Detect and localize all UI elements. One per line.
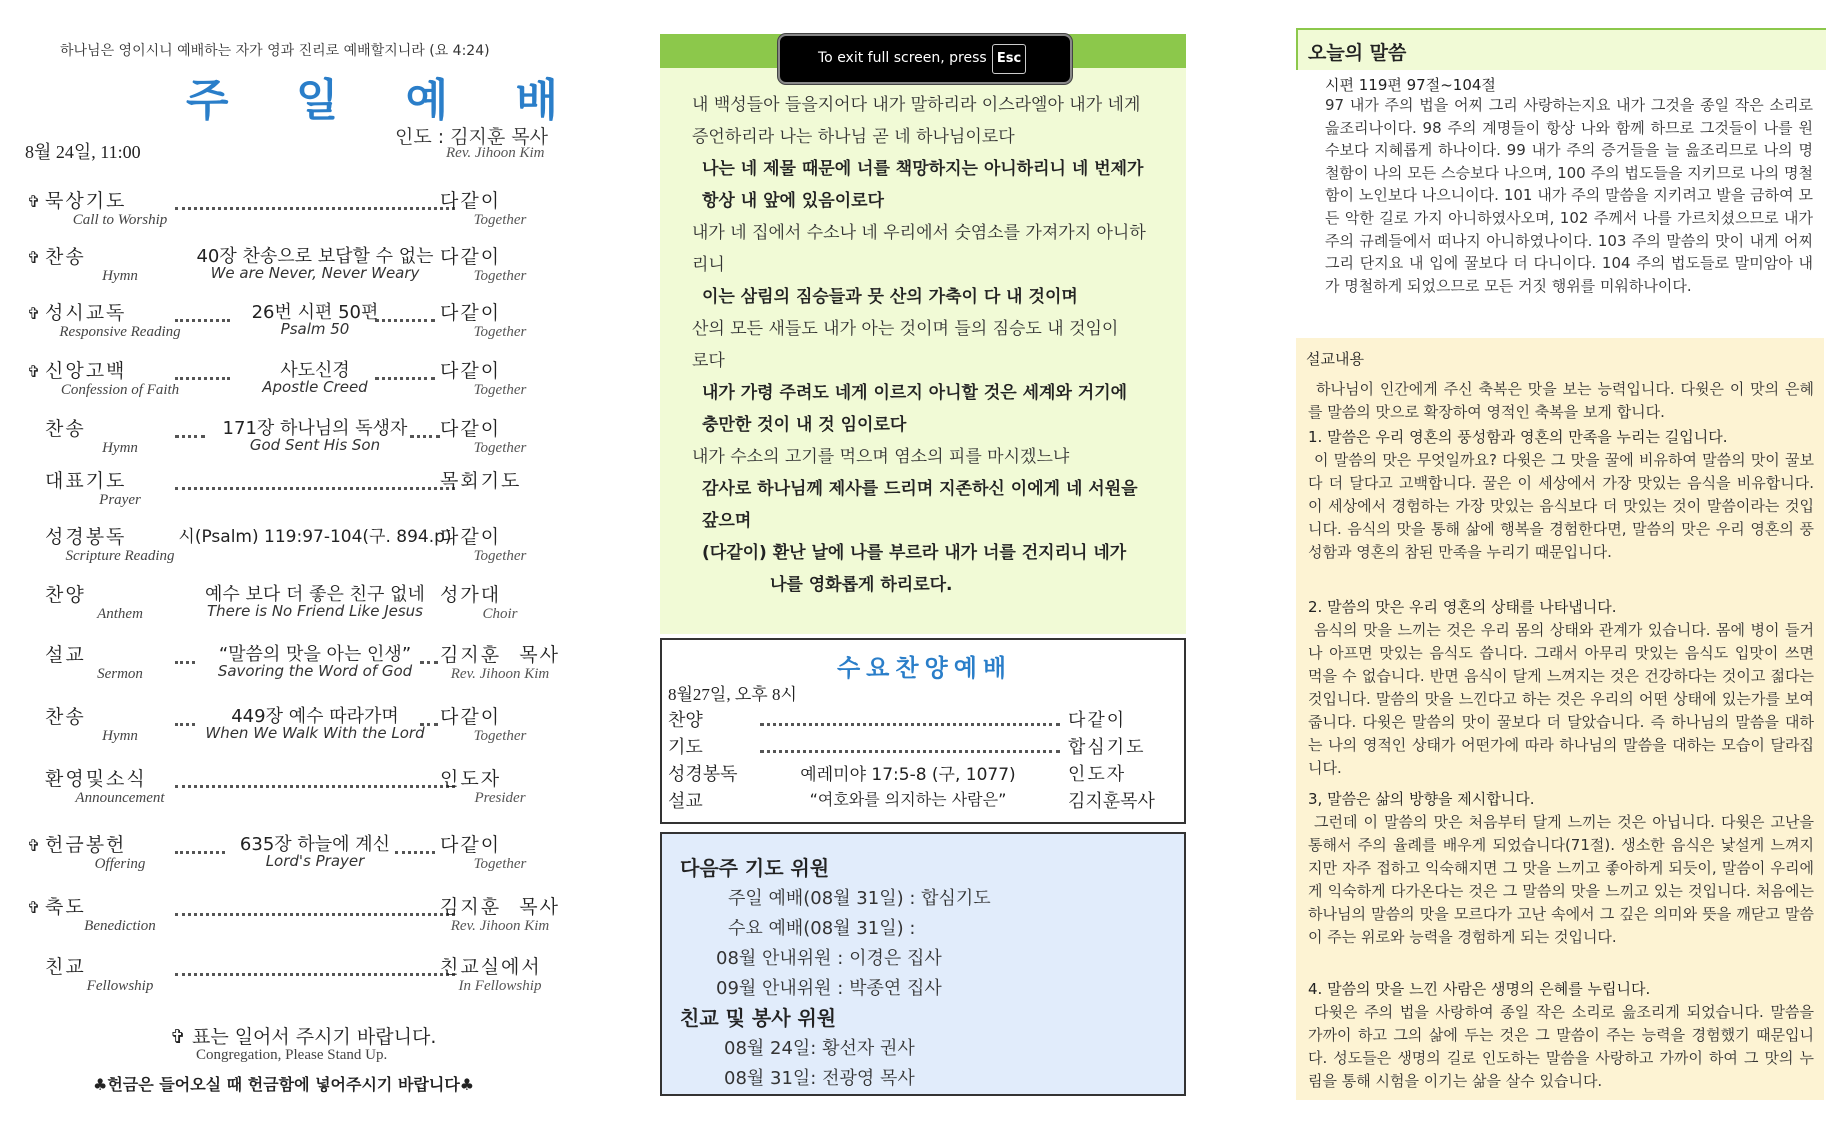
wed-row-name: 기도 [668, 737, 703, 758]
wed-row [668, 733, 1178, 759]
item-title: 171장 하나님의 독생자 [222, 418, 408, 439]
item-leader-en: Together [473, 382, 527, 398]
sermon-summary-panel [1296, 338, 1824, 1100]
reading-line: 충만한 것이 내 것 임이로다 [702, 415, 907, 435]
item-name: 헌금봉헌 [45, 834, 127, 856]
item-leader-en: Choir [482, 606, 518, 622]
item-title: 시(Psalm) 119:97-104(구. 894.p) [178, 527, 452, 547]
sermon-point-3-heading: 3, 말씀은 삶의 방향을 제시합니다. [1308, 790, 1535, 808]
order-item [25, 414, 565, 464]
order-item [25, 186, 565, 236]
item-leader: 다같이 [440, 302, 502, 324]
item-name-en: Confession of Faith [60, 382, 180, 398]
item-leader-en: Together [473, 548, 527, 564]
item-title: 예수 보다 더 좋은 친구 없네 [205, 584, 425, 605]
item-leader-en: Together [473, 324, 527, 340]
item-name-en: Prayer [99, 492, 141, 508]
item-name: 축도 [45, 896, 86, 918]
reading-line: 감사로 하나님께 제사를 드리며 지존하신 이에게 네 서원을 [702, 479, 1138, 499]
item-name: 묵상기도 [45, 190, 127, 212]
item-title-en: There is No Friend Like Jesus [207, 602, 423, 620]
leader-ko: 인도 : 김지훈 목사 [395, 126, 548, 148]
item-leader-en: Together [473, 268, 527, 284]
service-title: 친교 및 봉사 위원 [680, 1006, 837, 1030]
item-title-en: We are Never, Never Weary [210, 264, 420, 282]
stand-note: ✞ 표는 일어서 주시기 바랍니다. [170, 1026, 437, 1048]
item-leader: 친교실에서 [440, 956, 542, 978]
wed-row-name: 설교 [668, 791, 703, 812]
item-leader: 다같이 [440, 418, 502, 440]
sermon-point-4: 다윗은 주의 법을 사랑하여 종일 작은 소리로 읊조리게 되었습니다. 말씀을 가까이 하고 그의 삶에 두는 것은 그 말씀이 주는 능력을 경험했기 때문입니다. 성도들은 생명의 길로 인도하는 말씀을 사랑하고 가까이 하여 그 맛의 누림을 통해 시험을 이기는 삶을 살수 있습니다. [1308, 1003, 1814, 1090]
dot-leader [175, 894, 455, 916]
reading-line: 산의 모든 새들도 내가 아는 것이며 들의 짐승도 내 것임이 [692, 319, 1119, 339]
reading-line: 항상 내 앞에 있음이로다 [702, 191, 884, 211]
cross-icon: ✞ [27, 836, 41, 855]
item-name: 대표기도 [45, 470, 127, 492]
sep-guide: 09월 안내위원 : 박종연 집사 [716, 978, 942, 999]
item-leader: 목회기도 [440, 470, 522, 492]
page-title: 주 일 예 배 [186, 75, 584, 126]
wed-row [668, 760, 1178, 786]
reading-line: 내 백성들아 들을지어다 내가 말하리라 이스라엘아 내가 네게 [692, 95, 1141, 115]
next-week-box [660, 832, 1186, 1096]
service-2: 08월 31일: 전광영 목사 [724, 1068, 915, 1089]
item-leader: 다같이 [440, 360, 502, 382]
cross-icon: ✞ [27, 304, 41, 323]
item-leader: 다같이 [440, 526, 502, 548]
cross-icon: ✞ [27, 192, 41, 211]
sermon-point-3: 그런데 이 말씀의 맛은 처음부터 달게 느끼는 것은 아닙니다. 다윗은 고난을 통해서 주의 율례를 배우게 되었습니다(71절). 생소한 음식은 낯설게 느껴지지만 자주 접하고 익숙해지면 그 맛을 느끼고 좋아하게 되듯이, 말씀이 우리에게 익숙하게 다가온다는 것은 그 말씀의 맛을 느끼고 있는 것입니다. 처음에는 하나님의 말씀의 맛을 모르다가 고난 속에서 그 깊은 의미와 뜻을 깨닫고 말씀이 주는 위로와 능력을 경험하게 되는 것입니다. [1308, 813, 1814, 946]
order-item [25, 580, 565, 630]
wed-row [668, 787, 1178, 813]
reading-line: 이는 삼림의 짐승들과 뭇 산의 가축이 다 내 것이며 [702, 287, 1078, 307]
item-leader-en: Rev. Jihoon Kim [450, 666, 550, 682]
item-name-en: Call to Worship [72, 212, 168, 228]
item-name-en: Offering [94, 856, 146, 872]
sunday-worship-program [0, 0, 620, 1125]
item-name-en: Scripture Reading [65, 548, 175, 564]
item-title-en: When We Walk With the Lord [205, 724, 425, 742]
todays-word-title: 오늘의 말씀 [1308, 42, 1407, 64]
wed-row-leader: 김지훈목사 [1068, 791, 1155, 812]
leader-en: Rev. Jihoon Kim [446, 145, 545, 161]
item-leader-en: In Fellowship [458, 978, 542, 994]
order-item [25, 702, 565, 752]
item-name: 성시교독 [45, 302, 127, 324]
reading-line: 내가 네 집에서 수소나 네 우리에서 숫염소를 가져가지 아니하 [692, 223, 1146, 243]
wed-date: 8월27일, 오후 8시 [668, 685, 797, 704]
reading-line: 리니 [692, 255, 725, 275]
item-name-en: Benediction [84, 918, 156, 934]
order-item [25, 466, 565, 516]
wed-row-name: 성경봉독 [668, 764, 738, 785]
item-leader: 김지훈 목사 [440, 896, 560, 918]
item-name: 설교 [45, 644, 86, 666]
item-leader-en: Together [473, 440, 527, 456]
cross-icon: ✞ [27, 248, 41, 267]
dot-leader [760, 710, 1060, 726]
item-leader: 다같이 [440, 834, 502, 856]
item-name: 성경봉독 [45, 526, 127, 548]
item-name-en: Sermon [97, 666, 143, 682]
todays-word-header [1296, 28, 1826, 70]
item-title-en: Apostle Creed [262, 378, 368, 396]
reading-line: 로다 [692, 351, 725, 371]
item-name: 찬송 [45, 246, 86, 268]
service-1: 08월 24일: 황선자 권사 [724, 1038, 915, 1059]
order-item [25, 242, 565, 292]
sermon-point-4-heading: 4. 말씀의 맛을 느낀 사람은 생명의 은혜를 누립니다. [1308, 980, 1651, 998]
aug-guide: 08월 안내위원 : 이경은 집사 [716, 948, 942, 969]
wed-row-title: “여호와를 의지하는 사람은” [809, 790, 1007, 809]
order-item [25, 830, 565, 880]
order-item [25, 892, 565, 942]
item-name-en: Fellowship [86, 978, 154, 994]
cross-icon: ✞ [27, 362, 41, 381]
item-name-en: Announcement [75, 790, 165, 806]
wednesday-prayer: 수요 예배(08월 31일) : [728, 918, 916, 939]
item-name-en: Hymn [102, 728, 138, 744]
item-name: 찬송 [45, 418, 86, 440]
wed-title: 수요찬양예배 [837, 654, 1013, 682]
order-item [25, 952, 565, 1002]
order-item [25, 764, 565, 814]
item-leader-en: Together [473, 856, 527, 872]
item-title: 449장 예수 따라가며 [231, 706, 399, 727]
order-item [25, 522, 565, 572]
dot-leader [175, 468, 455, 490]
reading-line: 내가 수소의 고기를 먹으며 염소의 피를 마시겠느냐 [692, 447, 1070, 467]
item-leader: 성가대 [440, 584, 502, 606]
order-item [25, 640, 565, 690]
wed-row-leader: 다같이 [1068, 710, 1127, 731]
scripture-reference: 시편 119편 97절~104절 [1325, 76, 1496, 94]
item-name-en: Anthem [97, 606, 143, 622]
sermon-point-1-heading: 1. 말씀은 우리 영혼의 풍성함과 영혼의 만족을 누리는 길입니다. [1308, 428, 1728, 446]
item-name-en: Responsive Reading [59, 324, 181, 340]
item-title-en: Savoring the Word of God [217, 662, 413, 680]
item-title: 635장 하늘에 계신 [239, 834, 391, 855]
reading-line: 나를 영화롭게 하리로다. [770, 575, 953, 595]
item-title: 26번 시편 50편 [251, 302, 379, 323]
sermon-point-2-heading: 2. 말씀의 맛은 우리 영혼의 상태를 나타냅니다. [1308, 598, 1617, 616]
item-leader: 다같이 [440, 246, 502, 268]
offering-note: ♣헌금은 들어오실 때 헌금함에 넣어주시기 바랍니다♣ [93, 1075, 475, 1094]
item-title-en: Lord's Prayer [265, 852, 365, 870]
scripture-text: 97 내가 주의 법을 어찌 그리 사랑하는지요 내가 그것을 종일 작은 소리로 읊조리나이다. 98 주의 계명들이 항상 나와 함께 하므로 그것들이 나를 원수보다 지혜롭게 하나이다. 99 내가 주의 증거들을 늘 읊조리므로 나의 명철함이 나의 모든 스승보다 나으며, 100 주의 법도들을 지키므로 나의 명철함이 노인보다 나으니이다. 101 내가 주의 말씀을 지키려고 발을 금하여 모든 악한 길로 가지 아니하였사오며, 102 주께서 나를 가르치셨으므로 내가 주의 규례들에서 떠나지 아니하였나이다. 103 주의 말씀의 맛이 내게 어찌 그리 단지요 내 입에 꿀보다 더 다니이다. 104 주의 법도들로 말미암아 내가 명철하게 되었으므로 모든 거짓 행위를 미워하나이다. [1325, 96, 1813, 295]
item-leader-en: Presider [474, 790, 526, 806]
reading-line: (다같이) 환난 날에 나를 부르라 내가 너를 건지리니 네가 [702, 543, 1127, 563]
sermon-point-1: 이 말씀의 맛은 무엇일까요? 다윗은 그 맛을 꿀에 비유하여 말씀의 맛이 꿀보다 더 달다고 고백합니다. 꿀은 이 세상에서 가장 맛있는 음식을 비유합니다. 이 세상에서 경험하는 가장 맛있는 음식보다 더 맛있는 것이 말씀이라는 것입니다. 음식의 맛을 통해 삶에 행복을 경험한다면, 말씀의 맛은 우리 영혼의 풍성함과 영혼의 참된 만족을 누리기 때문입니다. [1308, 451, 1814, 561]
wednesday-service-box [660, 638, 1186, 824]
dot-leader [760, 737, 1060, 753]
stand-note-en: Congregation, Please Stand Up. [196, 1047, 388, 1063]
item-leader: 인도자 [440, 768, 502, 790]
wed-row-name: 찬양 [668, 710, 703, 731]
dot-leader [175, 188, 455, 210]
item-name-en: Hymn [102, 440, 138, 456]
dot-leader [175, 766, 455, 788]
item-leader-en: Together [473, 728, 527, 744]
responsive-reading-panel [660, 34, 1186, 634]
item-title-en: Psalm 50 [280, 320, 350, 338]
sermon-intro: 하나님이 인간에게 주신 축복은 맛을 보는 능력입니다. 다윗은 이 맛의 은혜를 말씀의 맛으로 확장하여 영적인 축복을 보게 합니다. [1308, 380, 1814, 421]
item-title: 40장 찬송으로 보답할 수 없는 [196, 246, 434, 267]
esc-key-button[interactable]: Esc [992, 44, 1026, 74]
prayer-title: 다음주 기도 위원 [680, 856, 830, 880]
reading-line: 갚으며 [702, 511, 752, 531]
item-leader: 김지훈 목사 [440, 644, 560, 666]
sermon-heading: 설교내용 [1306, 350, 1364, 368]
wed-row [668, 706, 1178, 732]
item-name: 친교 [45, 956, 86, 978]
item-title: “말씀의 맛을 아는 인생” [218, 644, 412, 665]
sunday-prayer: 주일 예배(08월 31일) : 합심기도 [728, 888, 991, 909]
item-title-en: God Sent His Son [249, 436, 381, 454]
service-date: 8월 24일, 11:00 [25, 142, 141, 162]
item-name-en: Hymn [102, 268, 138, 284]
wed-row-leader: 인도자 [1068, 764, 1127, 785]
sermon-point-2: 음식의 맛을 느끼는 것은 우리 몸의 상태와 관계가 있습니다. 몸에 병이 들거나 아프면 맛있는 음식도 씁니다. 그래서 아무리 맛있는 음식도 입맛이 쓰면 먹을 수 없습니다. 반면 음식이 달게 느껴지는 것은 건강하다는 것이고 젊다는 것입니다. 말씀의 맛을 느낀다고 하는 것은 우리의 어떤 상태에 있는가를 보여줍니다. 다윗은 말씀의 맛이 꿀보다 더 달았습니다. 즉 하나님의 말씀을 대하는 나의 영적인 상태가 어떤가에 따라 하나님의 말씀을 대하는 모습이 달라집니다. [1308, 621, 1814, 777]
order-item [25, 356, 565, 406]
order-item [25, 298, 565, 348]
wed-row-leader: 합심기도 [1068, 737, 1146, 758]
wed-row-title: 예레미야 17:5-8 (구, 1077) [800, 765, 1016, 785]
item-name: 찬양 [45, 584, 86, 606]
toast-text: To exit full screen, press [818, 50, 987, 66]
item-name: 환영및소식 [45, 768, 147, 790]
item-name: 신앙고백 [45, 360, 127, 382]
item-name: 찬송 [45, 706, 86, 728]
item-leader-en: Rev. Jihoon Kim [450, 918, 550, 934]
item-leader: 다같이 [440, 706, 502, 728]
reading-line: 증언하리라 나는 하나님 곧 네 하나님이로다 [692, 127, 1015, 147]
reading-line: 내가 가령 주려도 네게 이르지 아니할 것은 세계와 거기에 [702, 383, 1128, 403]
dot-leader [175, 954, 455, 976]
item-leader-en: Together [473, 212, 527, 228]
cross-icon: ✞ [27, 898, 41, 917]
fullscreen-exit-toast [778, 34, 1072, 84]
item-leader: 다같이 [440, 190, 502, 212]
header-verse: 하나님은 영이시니 예배하는 자가 영과 진리로 예배할지니라 (요 4:24) [60, 43, 490, 59]
reading-line: 나는 네 제물 때문에 너를 책망하지는 아니하리니 네 번제가 [702, 159, 1144, 179]
item-title: 사도신경 [280, 360, 350, 381]
